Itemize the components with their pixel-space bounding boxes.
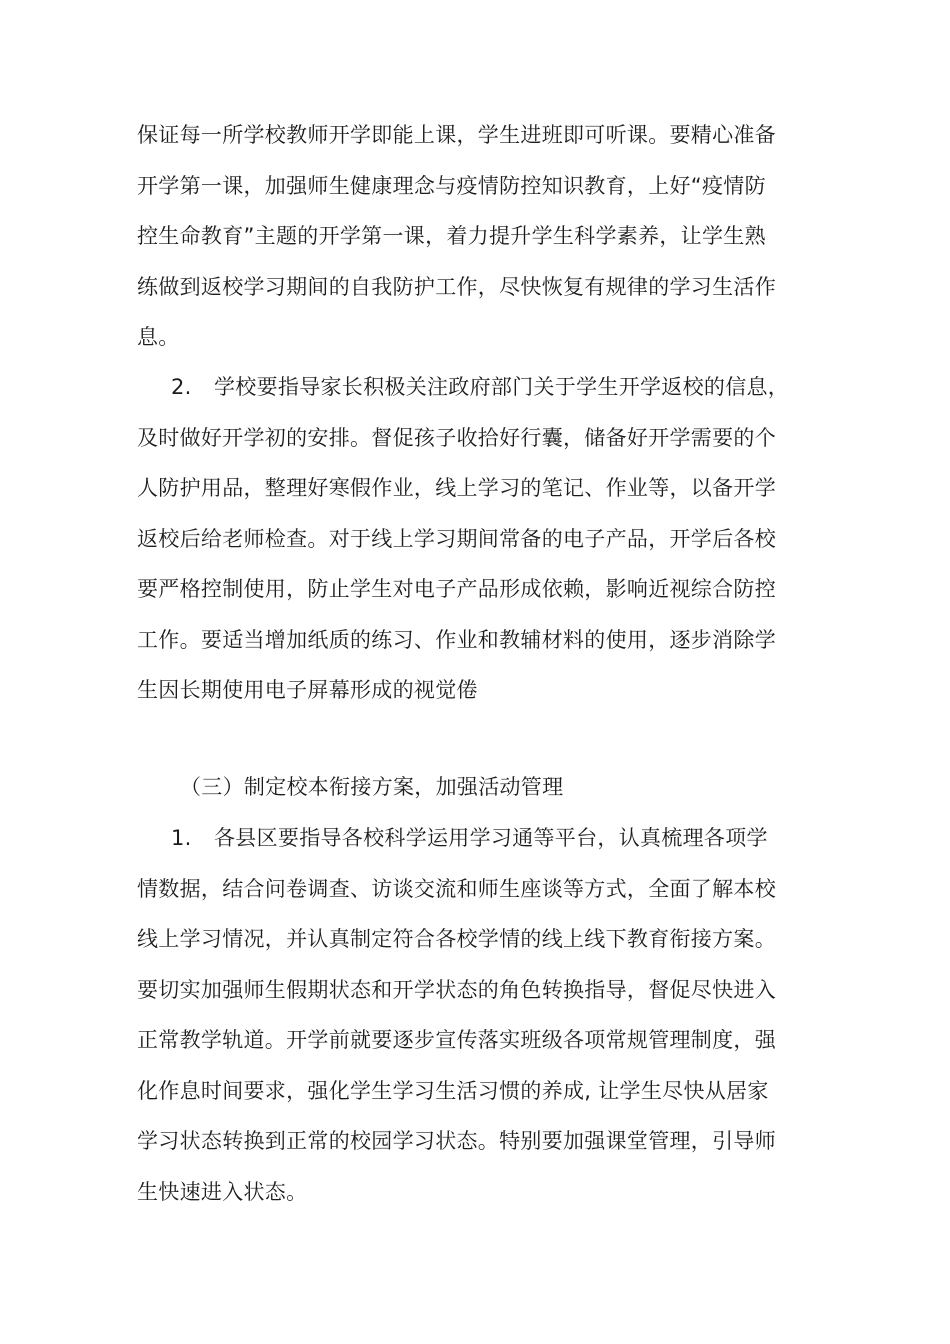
paragraph-line: 息。	[137, 325, 180, 349]
paragraph-line: 开学第一课，加强师生健康理念与疫情防控知识教育，上好“疫情防	[137, 173, 766, 198]
paragraph-item-2	[137, 362, 809, 716]
paragraph-line: 线上学习情况，并认真制定符合各校学情的线上线下教育衔接方案。	[137, 927, 776, 951]
paragraph-line: 要严格控制使用，防止学生对电子产品形成依赖，影响近视综合防控	[137, 577, 776, 601]
paragraph-line: 各县区要指导各校科学运用学习通等平台，认真梳理各项学	[214, 826, 768, 850]
paragraph-line: 要切实加强师生假期状态和开学状态的角色转换指导，督促尽快进入	[137, 977, 776, 1002]
paragraph-line: 生快速进入状态。	[137, 1179, 308, 1204]
list-number: 2.	[171, 375, 192, 399]
paragraph-line: 人防护用品，整理好寒假作业，线上学习的笔记、作业等，以备开学	[137, 476, 776, 500]
list-number: 1.	[171, 826, 192, 850]
paragraph-line: 保证每一所学校教师开学即能上课，学生进班即可听课。要精心准备	[137, 123, 776, 147]
paragraph-line: 学校要指导家长积极关注政府部门关于学生开学返校的信息，	[214, 375, 790, 399]
paragraph-line: 及时做好开学初的安排。督促孩子收拾好行囊，储备好开学需要的个	[137, 425, 776, 450]
paragraph-line: 学习状态转换到正常的校园学习状态。特别要加强课堂管理，引导师	[137, 1129, 776, 1153]
paragraph-section3-item-1	[137, 813, 809, 1217]
paragraph-line: 生因长期使用电子屏幕形成的视觉倦	[137, 678, 478, 702]
paragraph-first-line	[137, 362, 809, 413]
paragraph-line: 正常教学轨道。开学前就要逐步宣传落实班级各项常规管理制度，强	[137, 1028, 776, 1052]
paragraph-line: 控生命教育”主题的开学第一课，着力提升学生科学素养，让学生熟	[137, 224, 766, 248]
paragraph-opening-continued	[137, 110, 809, 363]
paragraph-line: 化作息时间要求，强化学生学习生活习惯的养成, 让学生尽快从居家	[137, 1078, 769, 1103]
paragraph-first-line	[137, 813, 809, 864]
paragraph-line: 返校后给老师检查。对于线上学习期间常备的电子产品，开学后各校	[137, 526, 776, 551]
section-heading: （三）制定校本衔接方案，加强活动管理	[180, 775, 564, 799]
paragraph-line: 情数据，结合问卷调查、访谈交流和师生座谈等方式，全面了解本校	[137, 876, 776, 901]
paragraph-line: 工作。要适当增加纸质的练习、作业和教辅材料的使用，逐步消除学	[137, 627, 776, 652]
paragraph-line: 练做到返校学习期间的自我防护工作，尽快恢复有规律的学习生活作	[137, 274, 776, 299]
